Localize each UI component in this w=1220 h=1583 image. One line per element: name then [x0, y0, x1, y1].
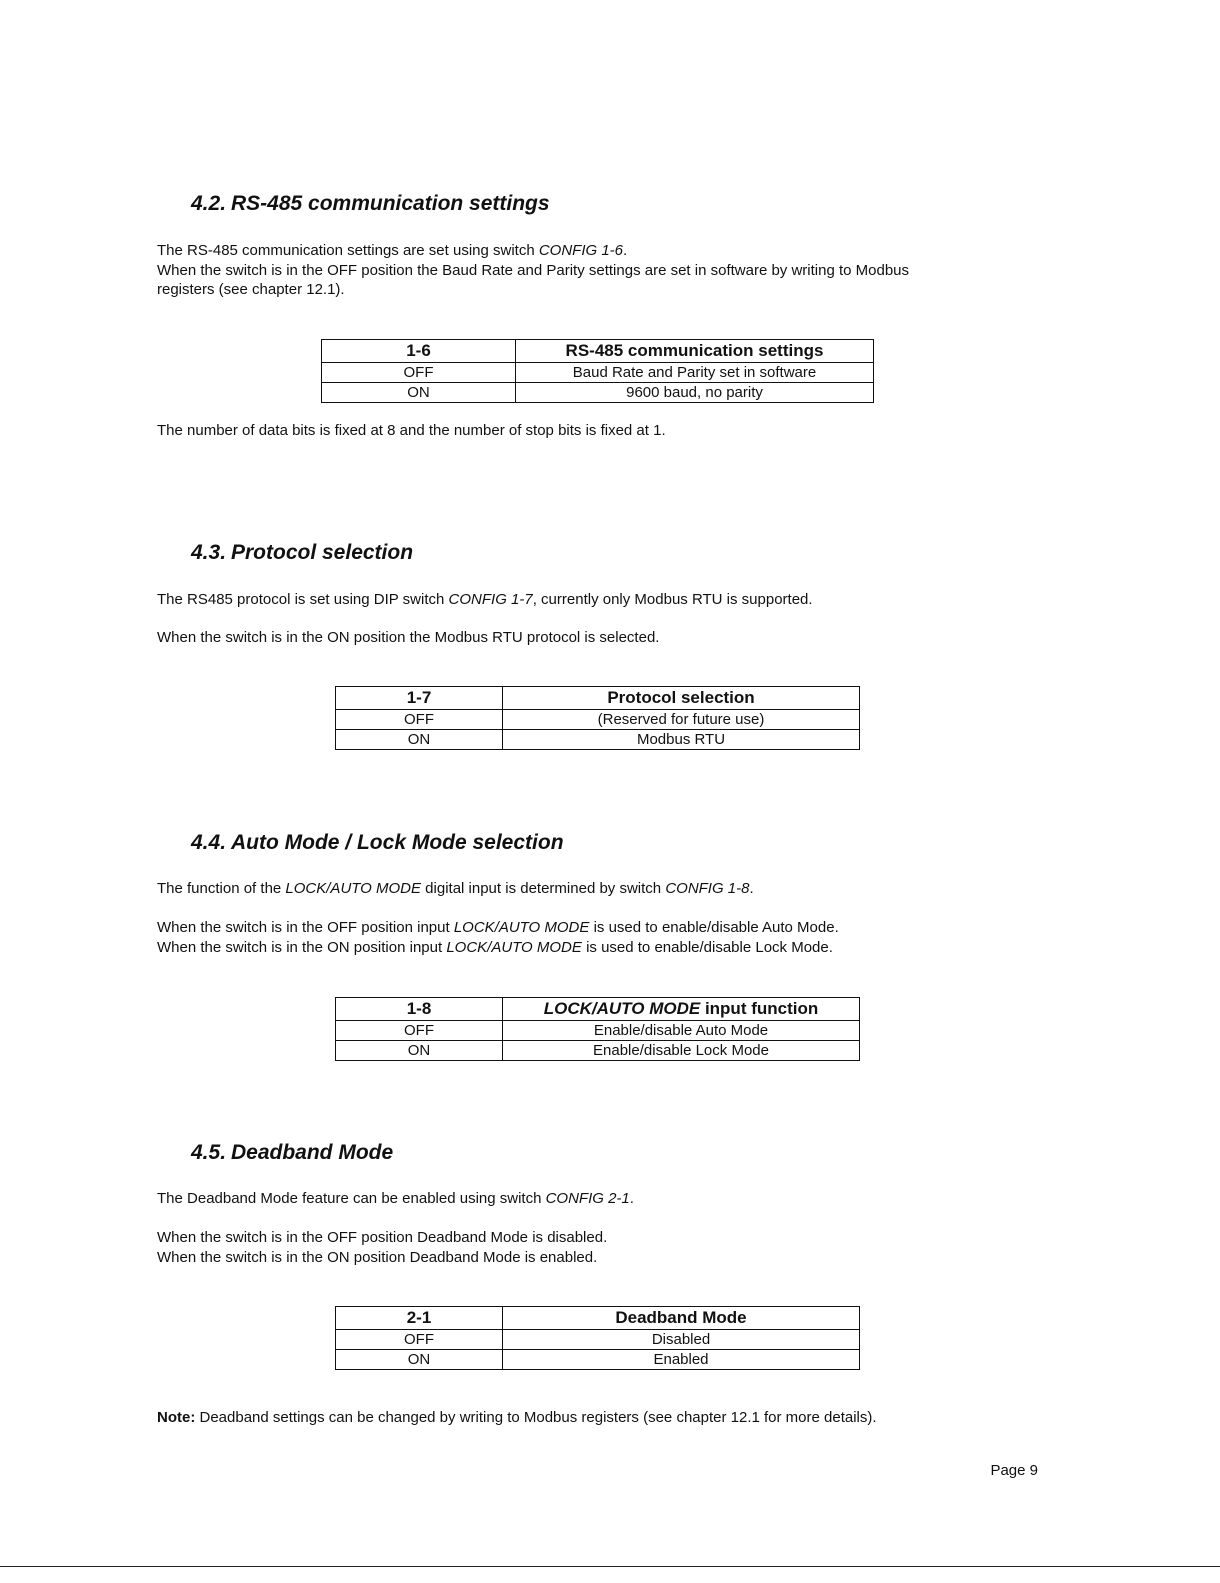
- section-title: Auto Mode / Lock Mode selection: [231, 831, 564, 854]
- table-header: 1-7: [336, 687, 503, 710]
- paragraph: When the switch is in the OFF position Deadband Mode is disabled.: [157, 1229, 608, 1246]
- section-number: 4.4.: [191, 831, 227, 854]
- table-row: ON 9600 baud, no parity: [322, 383, 874, 403]
- paragraph: When the switch is in the OFF position input LOCK/AUTO MODE is used to enable/disable Auto Mode.: [157, 919, 839, 936]
- paragraph: The function of the LOCK/AUTO MODE digital input is determined by switch CONFIG 1-8.: [157, 880, 754, 897]
- table-header: 1-6: [322, 340, 516, 363]
- table-header: Protocol selection: [503, 687, 860, 710]
- paragraph: When the switch is in the OFF position the Baud Rate and Parity settings are set in software by writing to Modbus: [157, 262, 910, 279]
- table-header: 2-1: [336, 1307, 503, 1330]
- section-title: Protocol selection: [231, 541, 414, 564]
- page-number: Page 9: [990, 1462, 1038, 1479]
- section-heading-4-2: [191, 192, 550, 216]
- table-row: ON Modbus RTU: [336, 730, 860, 750]
- section-title: RS-485 communication settings: [231, 192, 550, 215]
- note: [157, 1408, 877, 1428]
- table-header: LOCK/AUTO MODE input function: [503, 998, 860, 1021]
- settings-table-2-1: [335, 1306, 860, 1370]
- table-row: OFF (Reserved for future use): [336, 710, 860, 730]
- note-text: Deadband settings can be changed by writing to Modbus registers (see chapter 12.1 for more details).: [195, 1409, 877, 1426]
- section-title: Deadband Mode: [231, 1141, 394, 1164]
- paragraph: The number of data bits is fixed at 8 and the number of stop bits is fixed at 1.: [157, 422, 666, 439]
- table-row: OFF Baud Rate and Parity set in software: [322, 363, 874, 383]
- paragraph: When the switch is in the ON position input LOCK/AUTO MODE is used to enable/disable Lock Mode.: [157, 939, 833, 956]
- settings-table-1-6: [321, 339, 874, 403]
- paragraph: registers (see chapter 12.1).: [157, 281, 345, 298]
- table-header: 1-8: [336, 998, 503, 1021]
- table-header: RS-485 communication settings: [516, 340, 874, 363]
- bottom-divider: [0, 1566, 1220, 1567]
- table-row: ON Enable/disable Lock Mode: [336, 1041, 860, 1061]
- paragraph: The Deadband Mode feature can be enabled using switch CONFIG 2-1.: [157, 1190, 634, 1207]
- section-number: 4.2.: [191, 192, 227, 215]
- settings-table-1-8: [335, 997, 860, 1061]
- settings-table-1-7: [335, 686, 860, 750]
- table-row: OFF Enable/disable Auto Mode: [336, 1021, 860, 1041]
- table-header: Deadband Mode: [503, 1307, 860, 1330]
- section-heading-4-4: [191, 831, 564, 855]
- section-heading-4-5: [191, 1141, 393, 1165]
- section-number: 4.5.: [191, 1141, 227, 1164]
- table-row: ON Enabled: [336, 1350, 860, 1370]
- paragraph: When the switch is in the ON position Deadband Mode is enabled.: [157, 1249, 598, 1266]
- paragraph: The RS-485 communication settings are set using switch CONFIG 1-6.: [157, 242, 628, 259]
- table-row: OFF Disabled: [336, 1330, 860, 1350]
- paragraph: The RS485 protocol is set using DIP switch CONFIG 1-7, currently only Modbus RTU is supported.: [157, 591, 813, 608]
- section-number: 4.3.: [191, 541, 227, 564]
- paragraph: When the switch is in the ON position the Modbus RTU protocol is selected.: [157, 629, 660, 646]
- section-heading-4-3: [191, 541, 413, 565]
- note-label: Note:: [157, 1409, 196, 1426]
